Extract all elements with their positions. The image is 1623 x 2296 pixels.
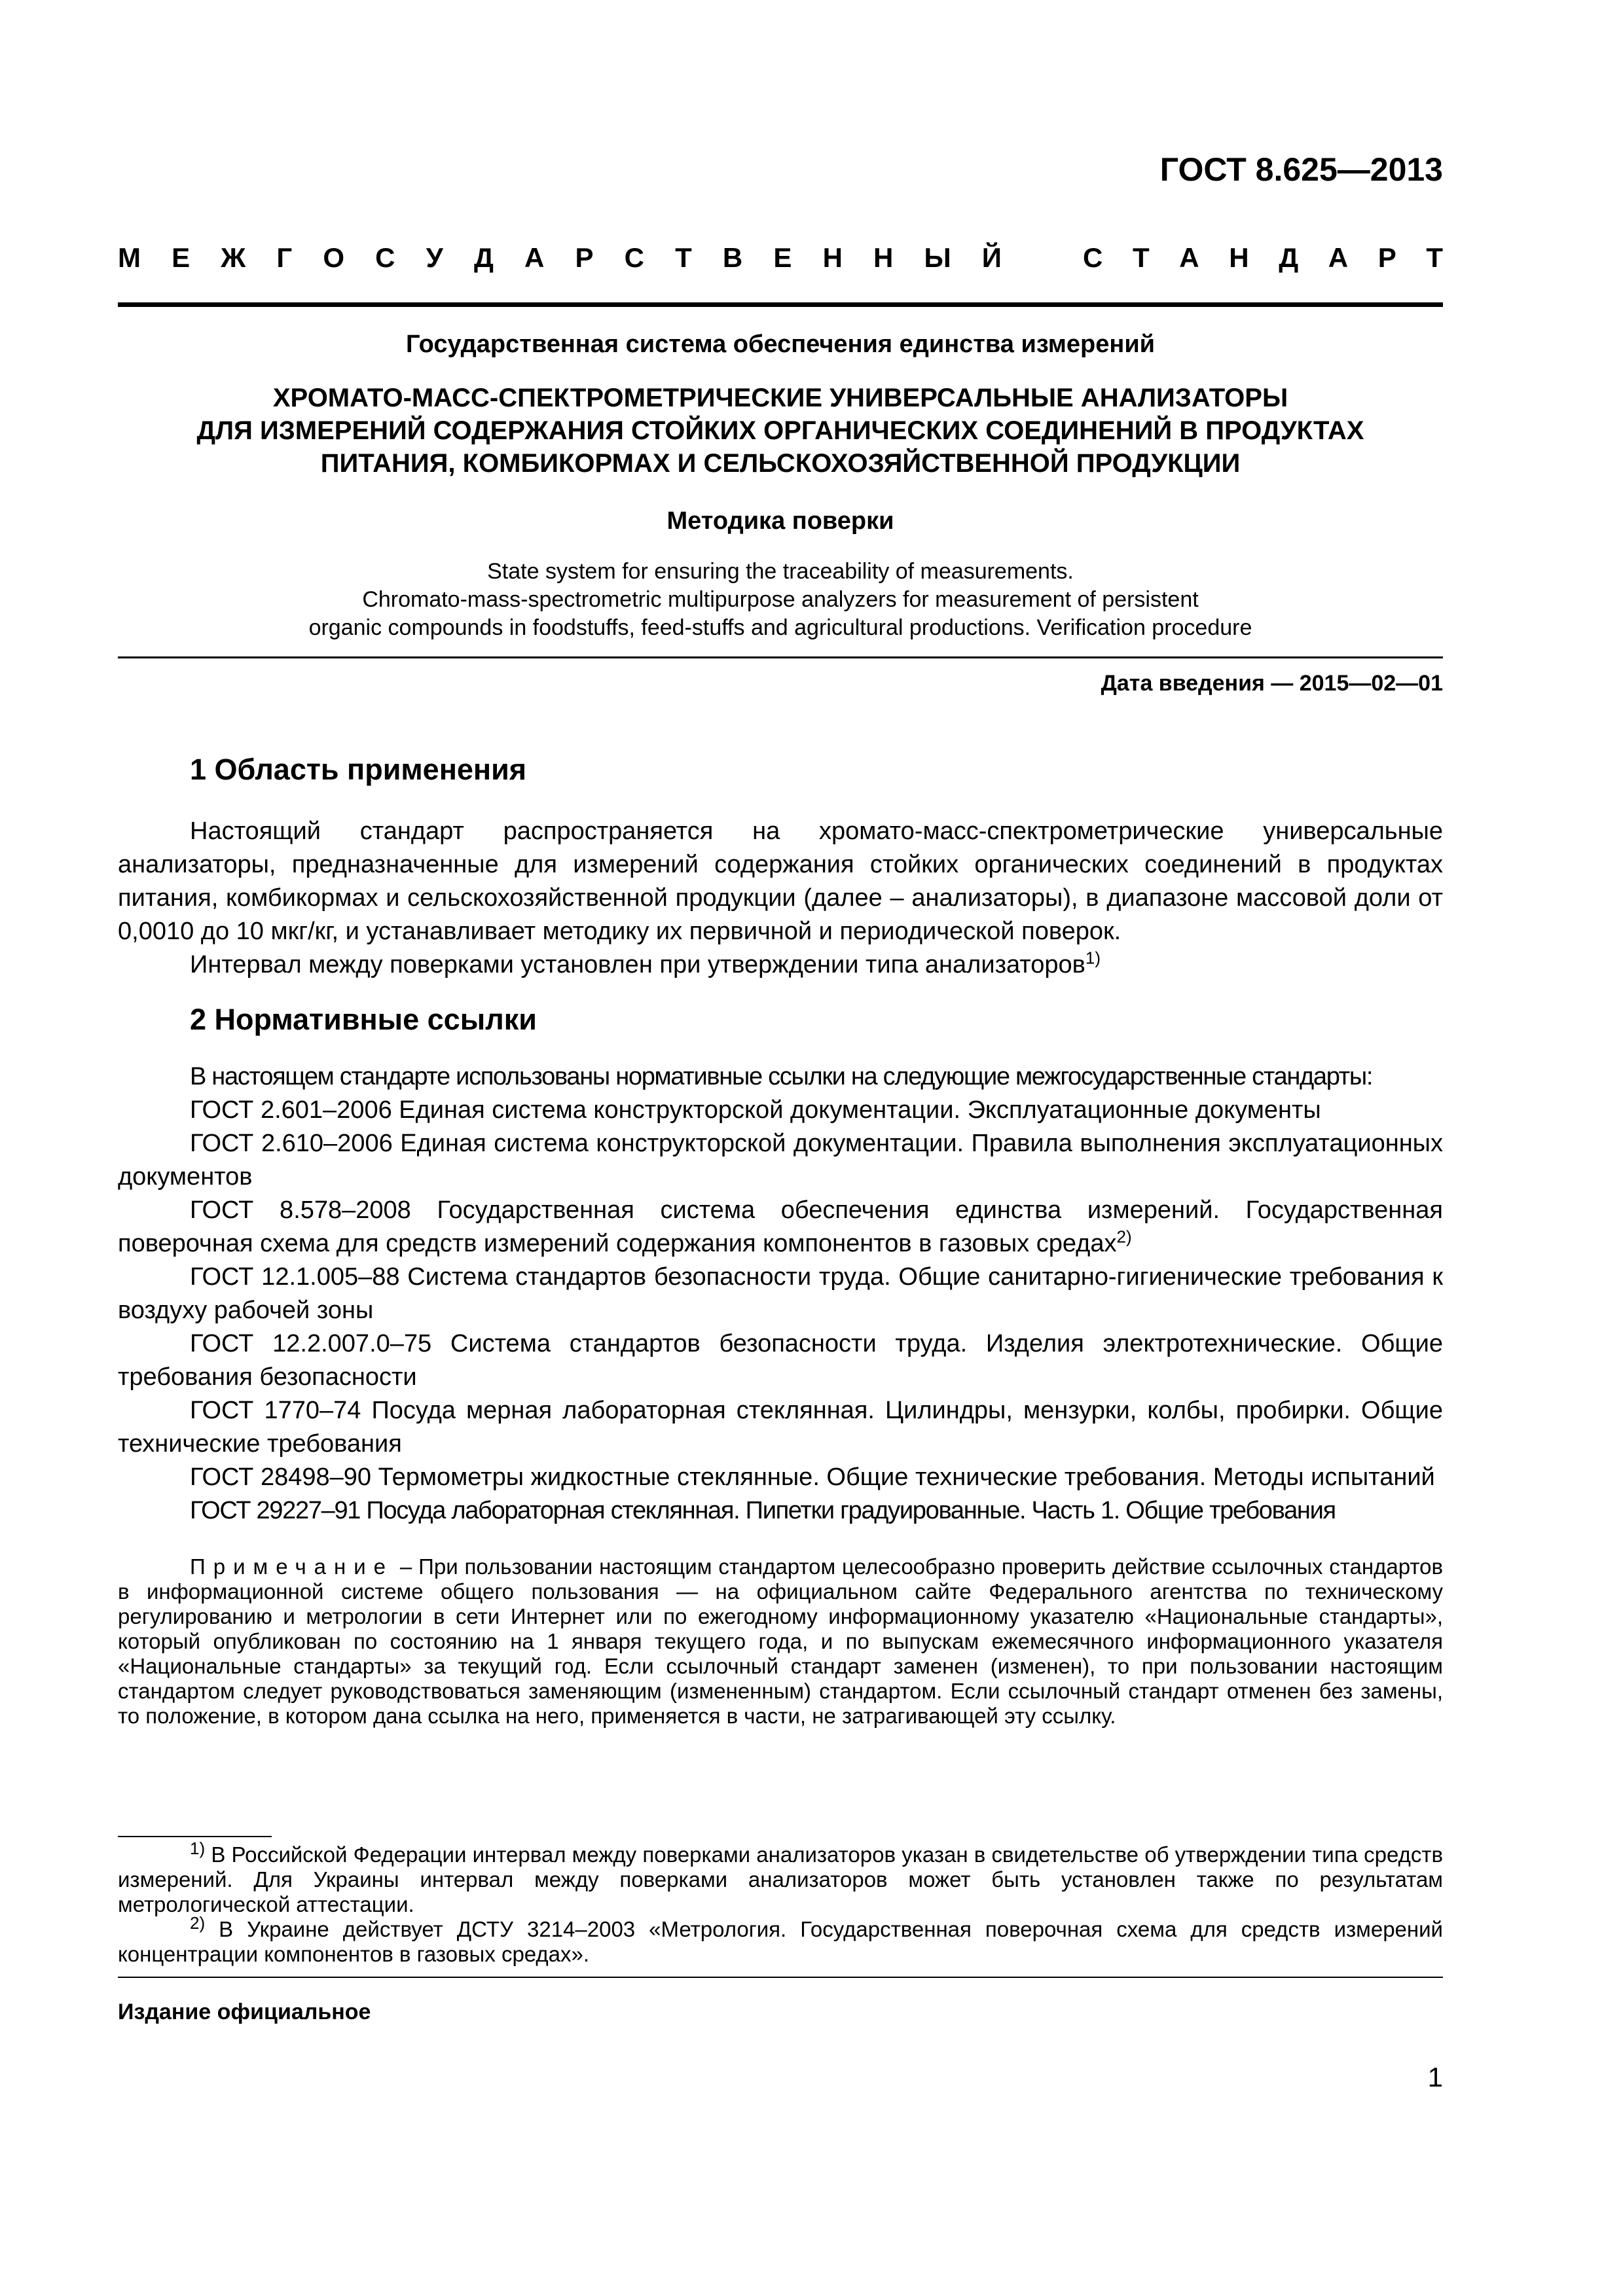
heading-letter: Н bbox=[822, 242, 843, 273]
standard-type-heading bbox=[118, 242, 1443, 274]
main-title-line-2: ДЛЯ ИЗМЕРЕНИЙ СОДЕРЖАНИЯ СТОЙКИХ ОРГАНИЧЕСКИХ СОЕДИНЕНИЙ В ПРОДУКТАХ bbox=[196, 416, 1364, 445]
heading-letter: А bbox=[1179, 242, 1199, 273]
reference-item bbox=[118, 1127, 1443, 1194]
reference-item bbox=[118, 1194, 1443, 1261]
reference-item bbox=[118, 1261, 1443, 1327]
footnote-ref-2: 2) bbox=[1116, 1227, 1132, 1247]
note-text: – При пользовании настоящим стандартом целесообразно проверить действие ссылочных стандартов в информационной системе общего пользования — на официальном сайте Федерального агентства по техническому регулированию и метрологии в сети Интернет или по ежегодному информационному указателю «Национальные стандарты», который опубликован по состоянию на 1 января текущего года, и по выпускам ежемесячного информационного указателя «Национальные стандарты» за текущий год. Если ссылочный стандарт заменен (изменен), то при пользовании настоящим стандартом следует руководствоваться заменяющим (измененным) стандартом. Если ссылочный стандарт отменен без замены, то положение, в котором дана ссылка на него, применяется в части, не затрагивающей эту ссылку. bbox=[118, 1554, 1443, 1728]
section-1-body bbox=[118, 815, 1443, 982]
footnote-1-mark: 1) bbox=[190, 1839, 206, 1858]
footnote-1 bbox=[118, 1839, 1443, 1917]
section-2-intro: В настоящем стандарте использованы нормативные ссылки на следующие межгосударственные стандарты: bbox=[190, 1063, 1373, 1090]
page-number: 1 bbox=[1427, 2062, 1443, 2092]
section-1-paragraph-2 bbox=[118, 948, 1443, 982]
standard-type-word-1 bbox=[118, 242, 1002, 274]
heading-letter: А bbox=[524, 242, 545, 273]
reference-text: ГОСТ 8.578–2008 Государственная система обеспечения единства измерений. Государственная поверочная схема для средств измерений содержания компонентов в газовых средах bbox=[118, 1196, 1443, 1257]
heading-letter: А bbox=[1328, 242, 1349, 273]
heading-letter: Й bbox=[981, 242, 1002, 273]
reference-text: ГОСТ 2.601–2006 Единая система конструкторской документации. Эксплуатационные документы bbox=[190, 1096, 1321, 1124]
heading-letter: Т bbox=[1426, 242, 1443, 273]
heading-letter: Е bbox=[773, 242, 792, 273]
reference-item bbox=[118, 1461, 1443, 1494]
header-divider bbox=[118, 302, 1443, 307]
reference-item bbox=[118, 1494, 1443, 1528]
footnotes bbox=[118, 1839, 1443, 1967]
reference-text: ГОСТ 28498–90 Термометры жидкостные стеклянные. Общие технические требования. Методы испытаний bbox=[190, 1463, 1435, 1491]
heading-letter: Н bbox=[873, 242, 894, 273]
references-list bbox=[118, 1094, 1443, 1528]
heading-letter: Ж bbox=[221, 242, 246, 273]
introduction-date: Дата введения — 2015—02—01 bbox=[1101, 671, 1443, 696]
heading-letter: Г bbox=[276, 242, 293, 273]
heading-letter: Т bbox=[1132, 242, 1150, 273]
heading-letter: Д bbox=[1279, 242, 1299, 273]
footer-divider bbox=[118, 1977, 1443, 1978]
english-title-line-2: Chromato-mass-spectrometric multipurpose analyzers for measurement of persistent bbox=[362, 587, 1199, 612]
document-number: ГОСТ 8.625—2013 bbox=[1159, 151, 1443, 188]
footnote-2-text: В Украине действует ДСТУ 3214–2003 «Метрология. Государственная поверочная схема для средств измерений концентрации компонентов в газовых средах». bbox=[118, 1917, 1443, 1966]
heading-letter: С bbox=[375, 242, 395, 273]
english-title-line-1: State system for ensuring the traceability of measurements. bbox=[487, 559, 1074, 584]
english-title-line-3: organic compounds in foodstuffs, feed-stuffs and agricultural productions. Verification procedure bbox=[308, 615, 1252, 640]
heading-letter: С bbox=[1083, 242, 1103, 273]
english-title bbox=[118, 558, 1443, 642]
note-paragraph bbox=[118, 1554, 1443, 1729]
reference-item bbox=[118, 1094, 1443, 1127]
reference-item bbox=[118, 1394, 1443, 1461]
section-1-paragraph-2-text: Интервал между поверками установлен при утверждении типа анализаторов bbox=[190, 951, 1085, 978]
heading-letter: Н bbox=[1229, 242, 1249, 273]
reference-text: ГОСТ 12.2.007.0–75 Система стандартов безопасности труда. Изделия электротехнические. Общие требования безопасности bbox=[118, 1330, 1443, 1391]
footnote-2 bbox=[118, 1913, 1443, 1967]
footnote-ref-1: 1) bbox=[1085, 948, 1101, 968]
standard-type-word-2 bbox=[1083, 242, 1443, 274]
reference-text: ГОСТ 29227–91 Посуда лабораторная стеклянная. Пипетки градуированные. Часть 1. Общие требования bbox=[190, 1497, 1336, 1524]
footnote-1-text: В Российской Федерации интервал между поверками анализаторов указан в свидетельстве об утверждении типа средств измерений. Для Украины интервал между поверками анализаторов может быть установлен также по результатам метрологической аттестации. bbox=[118, 1842, 1443, 1916]
heading-letter: В bbox=[722, 242, 743, 273]
heading-letter: О bbox=[323, 242, 345, 273]
heading-letter: У bbox=[426, 242, 443, 273]
heading-letter: Р bbox=[1377, 242, 1396, 273]
title-divider bbox=[118, 656, 1443, 658]
main-title-line-1: ХРОМАТО-МАСС-СПЕКТРОМЕТРИЧЕСКИЕ УНИВЕРСАЛЬНЫЕ АНАЛИЗАТОРЫ bbox=[272, 384, 1288, 412]
reference-item bbox=[118, 1327, 1443, 1394]
heading-letter: Д bbox=[473, 242, 494, 273]
heading-letter: Ы bbox=[924, 242, 951, 273]
footnote-divider bbox=[118, 1836, 272, 1837]
heading-letter: С bbox=[624, 242, 644, 273]
section-1-paragraph-1: Настоящий стандарт распространяется на хромато-масс-спектрометрические универсальные анализаторы, предназначенные для измерений содержания стойких органических соединений в продуктах питания, комбикормах и сельскохозяйственной продукции (далее – анализаторы), в диапазоне массовой доли от 0,0010 до 10 мкг/кг, и устанавливает методику их первичной и периодической поверок. bbox=[118, 817, 1443, 945]
footnote-2-mark: 2) bbox=[190, 1913, 206, 1933]
heading-letter: Р bbox=[575, 242, 594, 273]
section-2-heading: 2 Нормативные ссылки bbox=[190, 1003, 537, 1036]
document-page bbox=[118, 0, 1443, 2296]
heading-letter: М bbox=[118, 242, 141, 273]
note-block bbox=[118, 1554, 1443, 1729]
reference-text: ГОСТ 1770–74 Посуда мерная лабораторная стеклянная. Цилиндры, мензурки, колбы, пробирки. Общие технические требования bbox=[118, 1397, 1443, 1458]
section-1-heading: 1 Область применения bbox=[190, 753, 527, 786]
main-title bbox=[118, 382, 1443, 480]
reference-text: ГОСТ 2.610–2006 Единая система конструкторской документации. Правила выполнения эксплуатационных документов bbox=[118, 1130, 1443, 1191]
note-label: Примечание bbox=[190, 1554, 394, 1579]
edition-label: Издание официальное bbox=[118, 2000, 371, 2024]
heading-letter: Е bbox=[172, 242, 191, 273]
section-2-body bbox=[118, 1060, 1443, 1528]
heading-letter: Т bbox=[675, 242, 692, 273]
reference-text: ГОСТ 12.1.005–88 Система стандартов безопасности труда. Общие санитарно-гигиенические требования к воздуху рабочей зоны bbox=[118, 1263, 1443, 1324]
system-title: Государственная система обеспечения единства измерений bbox=[405, 331, 1156, 358]
main-title-line-3: ПИТАНИЯ, КОМБИКОРМАХ И СЕЛЬСКОХОЗЯЙСТВЕННОЙ ПРОДУКЦИИ bbox=[320, 449, 1241, 478]
method-subtitle: Методика поверки bbox=[666, 507, 894, 535]
